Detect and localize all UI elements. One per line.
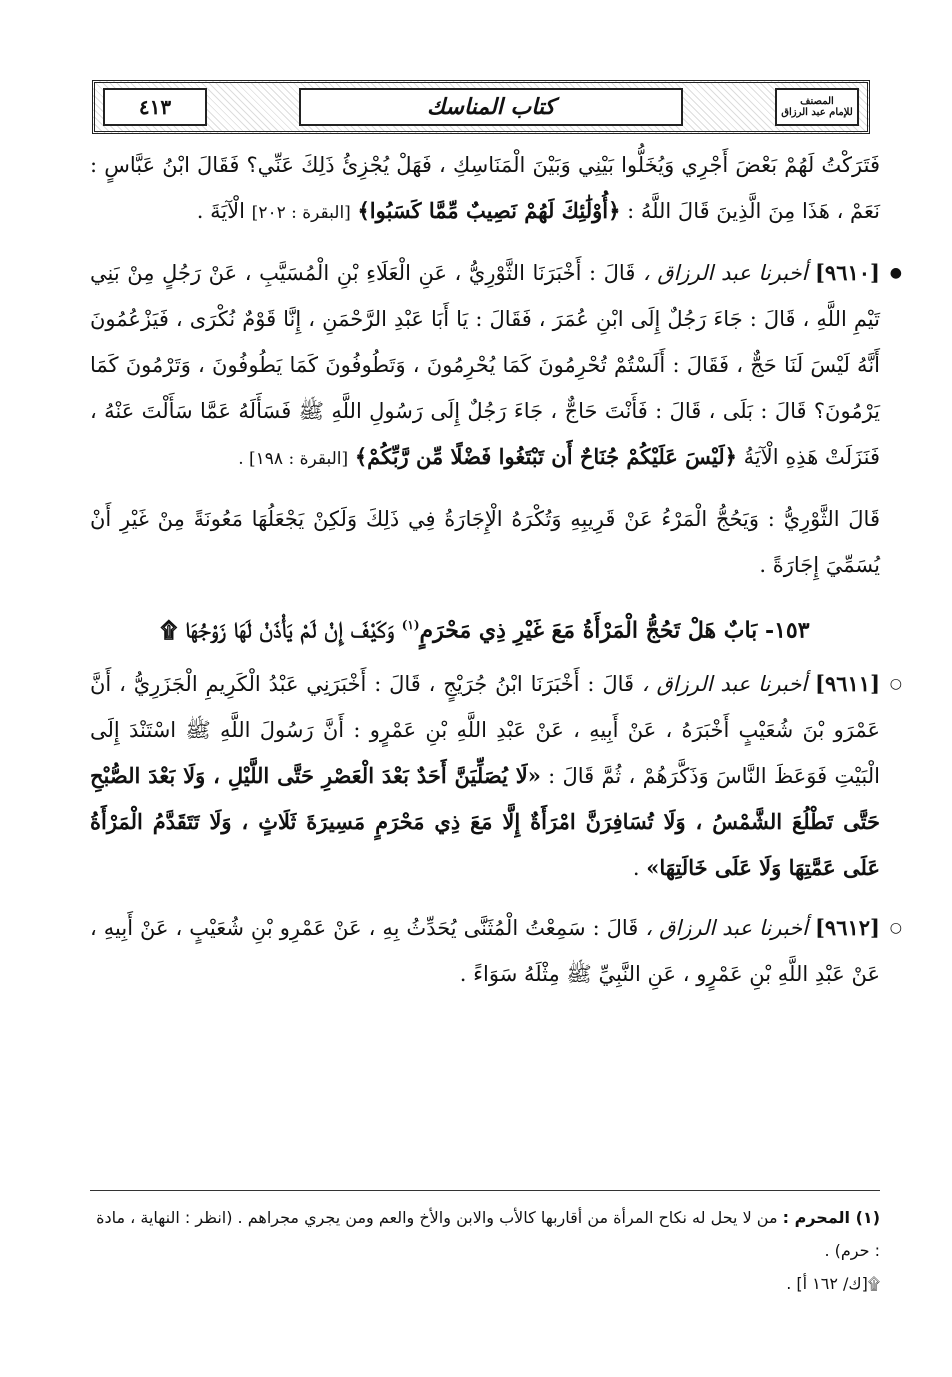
continuation-end: الْآيَةَ . [196,199,245,223]
page-number: ٤١٣ [103,88,207,126]
hadith-number: [٩٦١٢] [814,915,880,941]
hadith-number: [٩٦١١] [815,671,880,697]
verse-reference: [البقرة : ٢٠٢] [251,203,351,223]
book-title: كتاب المناسك [299,88,683,126]
hadith-number: [٩٦١٠] [814,260,880,285]
hadith-9610 [90,250,902,482]
continuation-text: فَتَرَكْتُ لَهُمْ بَعْضَ أَجْرِي وَيُخَلُّوا بَيْنِي وَبَيْنَ الْمَنَاسِكِ ، فَهَلْ يُجْزِئُ ذَلِكَ عَنِّي؟ فَقَالَ ابْنُ عَبَّاسٍ : نَعَمْ ، هَذَا مِنَ الَّذِينَ قَالَ اللَّهُ : [90,153,880,223]
hadith-end: . [632,856,640,881]
chapter-title-end: وَكَيْفَ إِنْ لَمْ يَأْذَنْ لَهَا زَوْجُهَا ۩ [160,617,395,644]
chapter-title: ١٥٣- بَابٌ هَلْ تَحُجُّ الْمَرْأَةُ مَعَ غَيْرِ ذِي مَحْرَمٍ [419,617,810,644]
footnote-text: من لا يحل له نكاح المرأة من أقاربها كالأب والابن والأخ والعم ومن يجري مجراهم . (انظر : النهاية ، مادة : حرم) . [96,1208,880,1260]
hadith-text: قَالَ : أَخْبَرَنَا ابْنُ جُرَيْجٍ ، قَالَ : أَخْبَرَنِي عَبْدُ الْكَرِيمِ الْجَزَرِيُّ ، أَنَّ عَمْرَو بْنَ شُعَيْبٍ أَخْبَرَهُ ، عَنْ أَبِيهِ ، عَنْ عَبْدِ اللَّهِ بْنِ عَمْرٍو : أَنَّ رَسُولَ اللَّهِ ﷺ اسْتَنْدَ إِلَى الْبَيْتِ فَوَعَظَ النَّاسَ وَذَكَّرَهُمْ ، ثُمَّ قَالَ : [90,672,880,789]
hollow-bullet-icon: ○ [889,676,902,693]
logo-line-1: المصنف [800,96,834,107]
footnotes [90,1190,880,1300]
book-logo [775,88,859,126]
note-text: قَالَ الثَّوْرِيُّ : وَيَحُجُّ الْمَرْءُ عَنْ قَرِيبِهِ وَتُكْرَهُ الْإِجَارَةُ فِي ذَلِكَ وَلَكِنْ يَجْعَلُهَا مَعُونَةً مِنْ غَيْرِ أَنْ يُسَمِّيَ إِجَارَةً . [90,507,880,577]
footnote-label: (١) المحرم : [782,1208,880,1227]
hadith-text: قَالَ : سَمِعْتُ الْمُثَنَّى يُحَدِّثُ بِهِ ، عَنْ عَمْرِو بْنِ شُعَيْبٍ ، عَنْ أَبِيهِ ، عَنْ عَبْدِ اللَّهِ بْنِ عَمْرٍو ، عَنِ النَّبِيِّ ﷺ مِثْلَهُ سَوَاءً . [90,916,880,987]
paragraph-continuation [90,142,880,236]
quran-verse: ﴿لَيْسَ عَلَيْكُمْ جُنَاحٌ أَن تَبْتَغُوا فَضْلًا مِّن رَّبِّكُمْ﴾ [354,444,737,469]
footnote-1 [90,1201,880,1267]
hollow-bullet-icon: ○ [889,920,902,937]
hadith-text: قَالَ : أَخْبَرَنَا الثَّوْرِيُّ ، عَنِ الْعَلَاءِ بْنِ الْمُسَيَّبِ ، عَنْ رَجُلٍ مِنْ بَنِي تَيْمِ اللَّهِ ، قَالَ : جَاءَ رَجُلٌ إِلَى ابْنِ عُمَرَ ، فَقَالَ : يَا أَبَا عَبْدِ الرَّحْمَنِ ، إِنَّا قَوْمٌ نُكْرَى ، فَيَزْعُمُونَ أَنَّهُ لَيْسَ لَنَا حَجٌّ ، فَقَالَ : أَلَسْتُمْ تُحْرِمُونَ كَمَا يُحْرِمُونَ ، وَتَطُوفُونَ كَمَا يَطُوفُونَ ، وَتَرْمُونَ كَمَا يَرْمُونَ؟ قَالَ : بَلَى ، قَالَ : فَأَنْتَ حَاجٌّ ، جَاءَ رَجُلٌ إِلَى رَسُولِ اللَّهِ ﷺ فَسَأَلَهُ عَمَّا سَأَلْتَ عَنْهُ ، فَنَزَلَتْ هَذِهِ الْآيَةُ [90,261,880,469]
hadith-9611 [90,661,902,891]
logo-line-2: للإمام عبد الرزاق [781,107,853,118]
footnote-marker: (١) [401,618,420,632]
hadith-isnad: أخبرنا عبد الرزاق ، [642,261,808,285]
filled-bullet-icon: ● [889,265,902,281]
hadith-9612 [90,905,902,997]
hadith-isnad: أخبرنا عبد الرزاق ، [645,916,808,941]
page-header [92,80,870,134]
chapter-heading [90,602,880,653]
quran-verse: ﴿أُوْلَٰئِكَ لَهُمْ نَصِيبٌ مِّمَّا كَسَبُوا﴾ [357,198,621,223]
hadith-isnad: أخبرنا عبد الرزاق ، [641,672,808,697]
page-body [90,142,902,1011]
verse-reference: [البقرة : ١٩٨] . [238,449,349,469]
footnote-2: ۩[ك/ ١٦٢ أ] . [786,1274,880,1293]
thawri-note [90,496,880,588]
hadith-quote: «لَا يُصَلِّيَنَّ أَحَدٌ بَعْدَ الْعَصْرِ حَتَّى اللَّيْلِ ، وَلَا بَعْدَ الصُّبْحِ حَتَّى تَطْلُعَ الشَّمْسُ ، وَلَا تُسَافِرَنَّ امْرَأَةٌ إِلَّا مَعَ ذِي مَحْرَمٍ مَسِيرَةَ ثَلَاثٍ ، وَلَا تَتَقَدَّمُ الْمَرْأَةُ عَلَى عَمَّتِهَا وَلَا عَلَى خَالَتِهَا» [90,763,880,881]
